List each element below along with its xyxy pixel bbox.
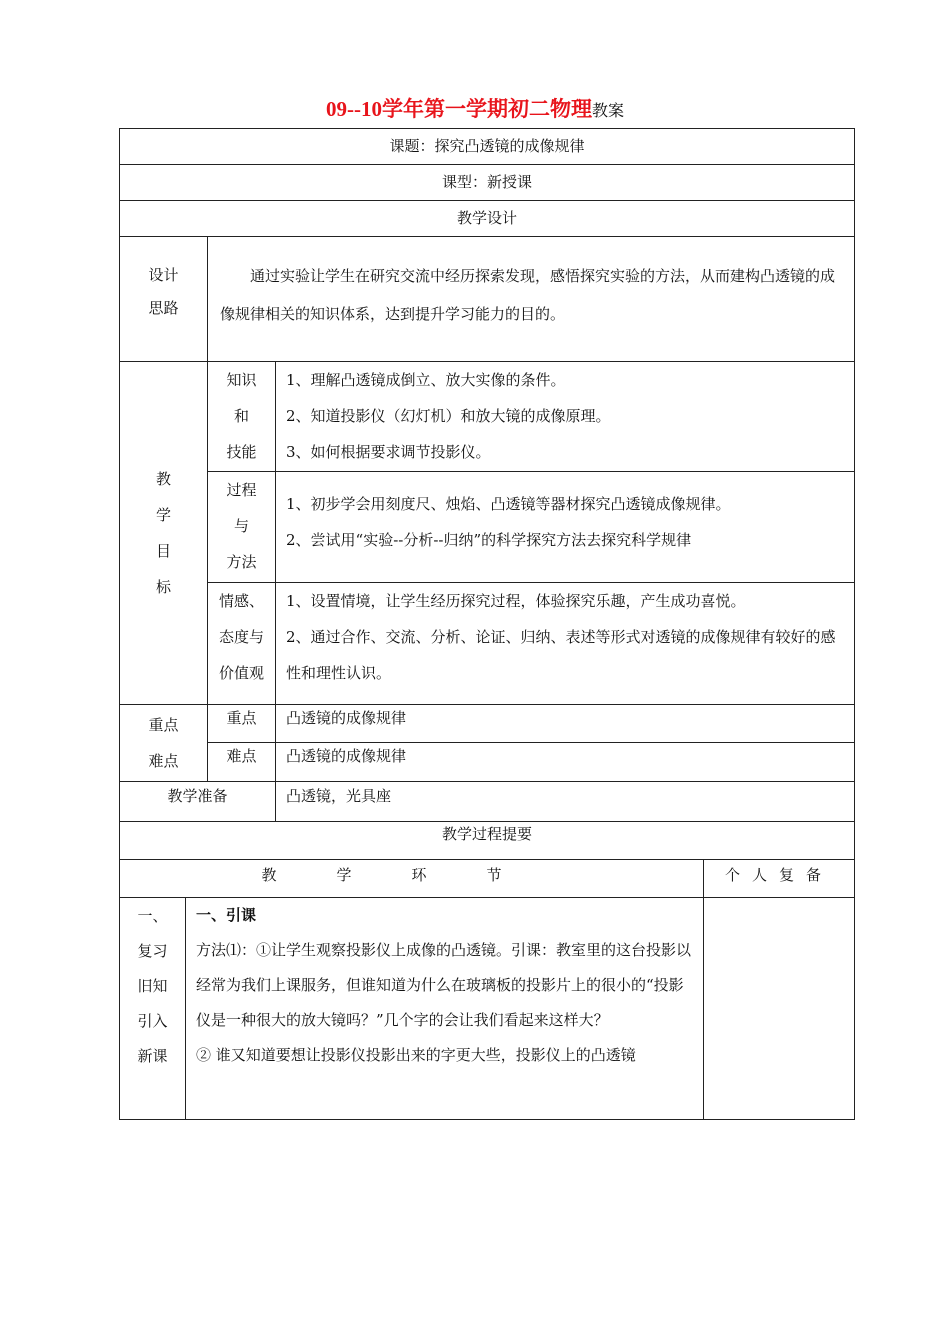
lesson-type-cell: 课型：新授课 [120, 165, 855, 201]
design-label-line1: 设计 [148, 266, 179, 284]
process-item: 1、初步学会用刻度尺、烛焰、凸透镜等器材探究凸透镜成像规律。 [286, 495, 731, 513]
knowledge-label-line: 技能 [226, 443, 257, 461]
knowledge-label-cell [208, 362, 276, 472]
emotion-content-cell [276, 583, 855, 705]
key-label-cell: 重点 [208, 705, 276, 743]
row-preparation [120, 782, 855, 822]
diff-value-cell: 凸透镜的成像规律 [276, 743, 855, 782]
design-text: 通过实验让学生在研究交流中经历探索发现，感悟探究实验的方法，从而建构凸透镜的成像规律相关的知识体系，达到提升学习能力的目的。 [220, 267, 836, 323]
objectives-label-char: 标 [155, 578, 171, 596]
design-label-cell [120, 237, 208, 362]
emotion-label-line: 价值观 [218, 664, 264, 682]
topic-cell: 课题：探究凸透镜的成像规律 [120, 129, 855, 165]
design-header-cell: 教学设计 [120, 201, 855, 237]
step1-personal-cell [704, 898, 855, 1120]
process-label-line: 过程 [226, 481, 257, 499]
row-difficulty [120, 743, 855, 782]
design-label-line2: 思路 [148, 299, 179, 317]
preparation-value-cell: 凸透镜，光具座 [276, 782, 855, 822]
lesson-plan-table [119, 128, 855, 1120]
step1-paragraph-1: 方法⑴：①让学生观察投影仪上成像的凸透镜。引课：教室里的这台投影以经常为我们上课服务，但谁知道为什么在玻璃板的投影片上的很小的“投影仪是一种很大的放大镜吗？”几个字的会让我们看起来这样大？ [196, 941, 692, 1029]
process-content-cell [276, 472, 855, 583]
row-lesson-type [120, 165, 855, 201]
row-topic [120, 129, 855, 165]
step1-label-line: 引入 [137, 1012, 168, 1030]
diff-label-cell: 难点 [208, 743, 276, 782]
steps-column-header: 教学环节 [120, 860, 704, 898]
process-header-cell: 教学过程提要 [120, 822, 855, 860]
step1-label-cell [120, 898, 186, 1120]
preparation-label-cell: 教学准备 [120, 782, 276, 822]
step1-label-line: 一、 [137, 907, 168, 925]
row-process-header [120, 822, 855, 860]
objectives-label-char: 学 [155, 506, 171, 524]
step1-label-line: 旧知 [137, 977, 168, 995]
emotion-item: 1、设置情境，让学生经历探究过程，体验探究乐趣，产生成功喜悦。 [286, 592, 746, 610]
keypoints-label-line2: 难点 [148, 752, 179, 770]
objectives-label-cell [120, 362, 208, 705]
title-main: 09--10学年第一学期初二物理 [325, 97, 592, 121]
row-design-header [120, 201, 855, 237]
knowledge-item: 3、如何根据要求调节投影仪。 [286, 443, 491, 461]
personal-column-header: 个人复备 [704, 860, 855, 898]
step1-label-line: 复习 [137, 942, 168, 960]
knowledge-label-line: 和 [233, 407, 249, 425]
process-label-line: 方法 [226, 553, 257, 571]
emotion-item: 2、通过合作、交流、分析、论证、归纳、表述等形式对透镜的成像规律有较好的感性和理性认识。 [286, 628, 836, 682]
keypoints-label-line1: 重点 [148, 716, 179, 734]
row-key-point [120, 705, 855, 743]
key-value-cell: 凸透镜的成像规律 [276, 705, 855, 743]
step1-heading: 一、引课 [196, 906, 257, 924]
keypoints-label-cell [120, 705, 208, 782]
emotion-label-line: 情感、 [218, 592, 264, 610]
title-suffix: 教案 [591, 101, 624, 120]
knowledge-content-cell [276, 362, 855, 472]
step1-content-cell [186, 898, 704, 1120]
process-label-line: 与 [233, 517, 249, 535]
process-item: 2、尝试用“实验--分析--归纳”的科学探究方法去探究科学规律 [286, 531, 692, 549]
objectives-label-char: 教 [155, 470, 171, 488]
objectives-label-char: 目 [155, 542, 171, 560]
document-title [0, 93, 950, 123]
process-label-cell [208, 472, 276, 583]
emotion-label-cell [208, 583, 276, 705]
row-design-idea [120, 237, 855, 362]
row-objective-knowledge [120, 362, 855, 472]
row-step-1 [120, 898, 855, 1120]
step1-label-line: 新课 [137, 1047, 168, 1065]
knowledge-label-line: 知识 [226, 371, 257, 389]
row-column-headers [120, 860, 855, 898]
step1-paragraph-2: ② 谁又知道要想让投影仪投影出来的字更大些，投影仪上的凸透镜 [196, 1046, 636, 1064]
emotion-label-line: 态度与 [218, 628, 264, 646]
knowledge-item: 2、知道投影仪（幻灯机）和放大镜的成像原理。 [286, 407, 611, 425]
knowledge-item: 1、理解凸透镜成倒立、放大实像的条件。 [286, 371, 566, 389]
row-objective-emotion [120, 583, 855, 705]
design-text-cell [208, 237, 855, 362]
row-objective-process [120, 472, 855, 583]
